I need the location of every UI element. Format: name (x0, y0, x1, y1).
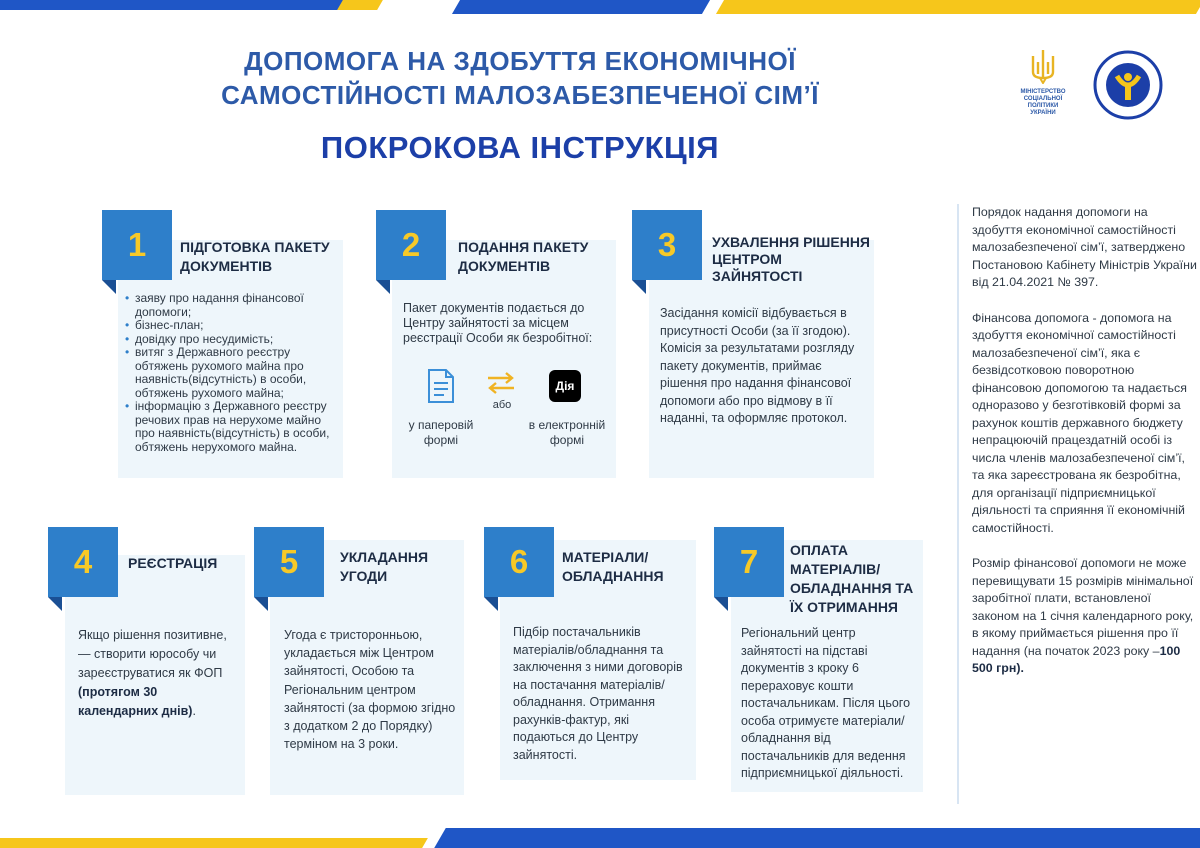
step-7-title-line-2: МАТЕРІАЛІВ/ (790, 561, 881, 577)
exchange-arrows-icon (486, 371, 516, 395)
top-yellow-stripe-left (337, 0, 383, 10)
top-blue-stripe-2 (452, 0, 710, 14)
top-blue-stripe (0, 0, 360, 10)
page-title (180, 44, 860, 112)
paper-document-icon (426, 368, 456, 404)
step-3-number: 3 (632, 210, 702, 280)
electronic-form-label (522, 418, 612, 448)
list-item: • витяг з Державного реєстру обтяжень рухомого майна про наявність(відсутність) в особи, обтяжень рухомого майна; (125, 346, 330, 400)
step-4-deadline: (протягом 30 календарних днів) (78, 685, 193, 718)
ministry-label-1: МІНІСТЕРСТВО (1020, 89, 1066, 95)
step-4-text-main: Якщо рішення позитивне, — створити юрособу чи зареєструватися як ФОП (78, 628, 227, 680)
step-7-title (790, 541, 930, 617)
step-5-title-line-2: УГОДИ (340, 568, 388, 584)
sidebar-paragraph-3 (972, 555, 1200, 678)
step-3-title-line-3: ЗАЙНЯТОСТІ (712, 268, 803, 284)
page-subtitle: ПОКРОКОВА ІНСТРУКЦІЯ (320, 130, 720, 165)
ministry-label-2: СОЦІАЛЬНОЇ ПОЛІТИКИ (1023, 96, 1063, 109)
sidebar-amount: 100 500 грн). (972, 643, 1181, 675)
paper-form-line-2: формі (423, 433, 459, 447)
step-2-text: Пакет документів подається до Центру зайнятості за місцем реєстрації Особи як безробітної: (403, 301, 593, 345)
step-1-number: 1 (102, 210, 172, 280)
paper-form-line-1: у паперовій (408, 418, 474, 432)
step-1-title (180, 238, 360, 276)
step-3-title-line-2: ЦЕНТРОМ (712, 251, 782, 267)
step-6-number: 6 (484, 527, 554, 597)
step-5-text: Угода є тристоронньою, укладається між Центром зайнятості, Особою та Регіональним центром зайнятості (за формою згідно з додатком 2 до Порядку) терміном на 3 роки. (284, 628, 456, 752)
bottom-yellow-stripe (0, 838, 428, 848)
sidebar-paragraph-3-text: Розмір фінансової допомоги не може перевищувати 15 розмірів мінімальної заробітної плати, встановленої законом на 1 січня календарного року, в якому приймається рішення про її надання (на початок 2023 року – (972, 556, 1194, 658)
ministry-logo (1010, 48, 1076, 117)
step-4-text-end: . (192, 704, 196, 718)
step-5-number: 5 (254, 527, 324, 597)
step-7-title-line-3: ОБЛАДНАННЯ ТА (790, 580, 914, 596)
bottom-blue-stripe (434, 828, 1200, 848)
employment-service-logo (1093, 50, 1163, 120)
list-item: • бізнес-план; (125, 319, 330, 333)
list-item: • інформацію з Державного реєстру речових прав на нерухоме майно про наявність(відсутність) в особи, обтяжень нерухомого майна. (125, 400, 330, 454)
title-line-2: САМОСТІЙНОСТІ МАЛОЗАБЕЗПЕЧЕНОЇ СІМ’Ї (221, 80, 819, 110)
top-yellow-stripe (716, 0, 1200, 14)
step-7-title-line-1: ОПЛАТА (790, 542, 848, 558)
paper-form-label (400, 418, 482, 448)
step-3-title (712, 234, 877, 285)
step-5-title (340, 548, 460, 586)
step-1-title-line-1: ПІДГОТОВКА ПАКЕТУ (180, 239, 330, 255)
trident-icon (1029, 48, 1057, 84)
electronic-form-line-2: формі (549, 433, 585, 447)
step-1-list (125, 292, 330, 454)
step-1-title-line-2: ДОКУМЕНТІВ (180, 258, 273, 274)
ministry-label-3: УКРАЇНИ (1030, 110, 1056, 116)
step-3-text: Засідання комісії відбувається в присутності Особи (за її згодою). Комісія за результатами розгляду пакету документів, приймає рішення про надання фінансової допомоги або про відмову в її наданні, та оформляє протокол. (660, 306, 855, 425)
step-2-title (458, 238, 618, 276)
step-7-title-line-4: ЇХ ОТРИМАННЯ (790, 599, 898, 615)
step-4-text (78, 626, 238, 721)
info-sidebar (957, 204, 1200, 804)
step-6-title-line-2: ОБЛАДНАННЯ (562, 568, 664, 584)
or-label: або (492, 399, 512, 411)
step-6-text: Підбір постачальників матеріалів/обладнання та заключення з ними договорів на постачання матеріалів/обладнання. Отримання рахунків-фактур, які подаються до Центру зайнятості. (513, 625, 683, 762)
step-5-title-line-1: УКЛАДАННЯ (340, 549, 429, 565)
step-7-number: 7 (714, 527, 784, 597)
sidebar-paragraph-1: Порядок надання допомоги на здобуття економічної самостійності малозабезпеченої сім’ї, затверджено Постановою Кабінету Міністрів України від 21.04.2021 № 397. (972, 205, 1197, 289)
step-4-title: РЕЄСТРАЦІЯ (128, 555, 218, 571)
title-line-1: ДОПОМОГА НА ЗДОБУТТЯ ЕКОНОМІЧНОЇ (244, 46, 796, 76)
diia-logo (549, 370, 581, 402)
step-2-title-line-2: ДОКУМЕНТІВ (458, 258, 551, 274)
step-6-title (562, 548, 692, 586)
step-2-title-line-1: ПОДАННЯ ПАКЕТУ (458, 239, 589, 255)
sidebar-paragraph-2: Фінансова допомога - допомога на здобуття економічної самостійності малозабезпеченої сім’ї, яка є безвідсотковою поворотною фінансовою допомогою та надається одноразово у безготівковій формі за рахунок коштів державного бюджету непрацюючій працездатній особі із числа членів малозабезпеченої сім’ї, та яка зареєстрована як безробітна, для організації підприємницької діяльності та сприяння її економічній самостійності. (972, 310, 1187, 535)
list-item: • довідку про несудимість; (125, 333, 330, 347)
list-item: • заяву про надання фінансової допомоги; (125, 292, 330, 319)
electronic-form-line-1: в електронній (528, 418, 606, 432)
diia-logo-text: Дія (555, 379, 575, 393)
step-6-title-line-1: МАТЕРІАЛИ/ (562, 549, 649, 565)
step-7-text: Регіональний центр зайнятості на підставі документів з кроку 6 перераховує кошти постачальникам. Після цього особа отримуєте матеріали/ обладнання від постачальників для ведення підприємницької діяльності. (741, 626, 911, 780)
step-2-number: 2 (376, 210, 446, 280)
step-4-number: 4 (48, 527, 118, 597)
step-3-title-line-1: УХВАЛЕННЯ РІШЕННЯ (712, 234, 870, 250)
